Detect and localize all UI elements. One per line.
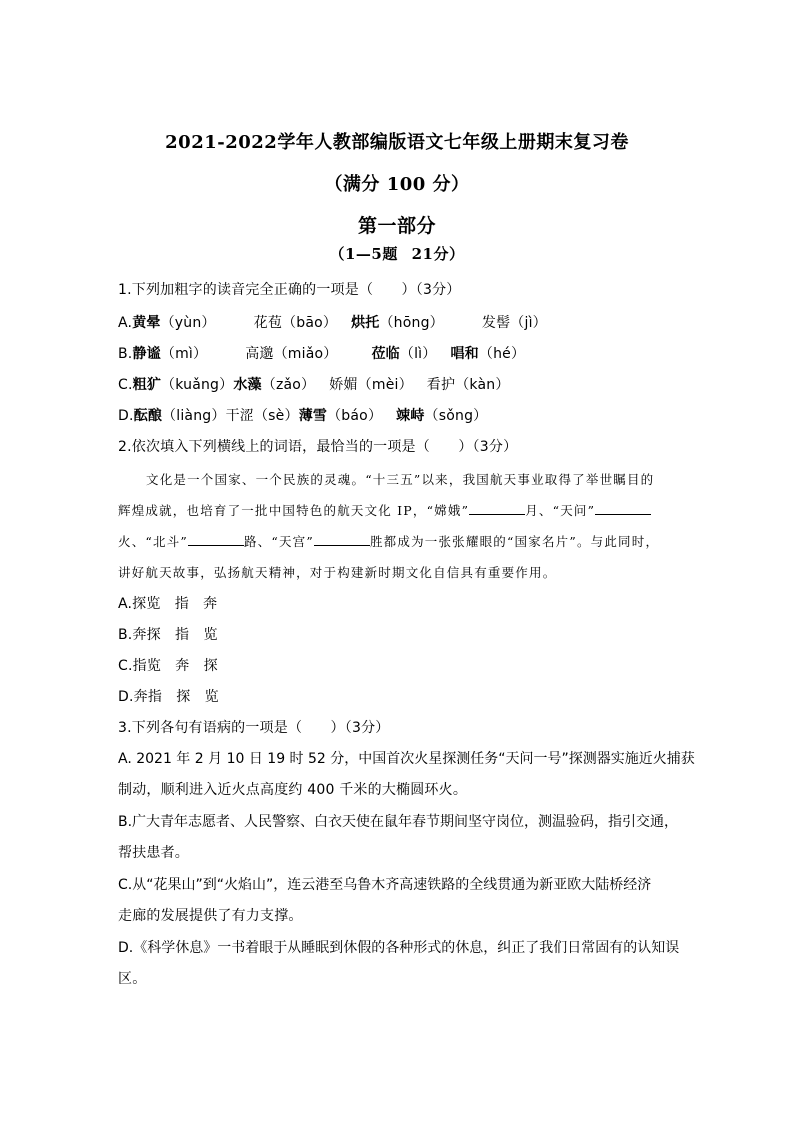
bold-word: 静谧 [132,346,161,362]
question-3-option-a-line-1: A. 2021 年 2 月 10 日 19 时 52 分，中国首次火星探测任务“天问一号”探测器实施近火捕获 [118,751,695,767]
word: 花苞 [253,315,283,331]
word: 干涩 [225,408,254,424]
question-2-stem: 2.依次填入下列横线上的词语，最恰当的一项是（ ）（3分） [118,439,518,455]
question-3-option-b-line-2: 帮扶患者。 [118,845,189,861]
question-3-option-c-line-2: 走廊的发展提供了有力支撑。 [118,908,303,924]
passage-line-4: 讲好航天故事，弘扬航天精神，对于构建新时期文化自信具有重要作用。 [118,565,557,580]
word: 看护 [426,377,456,393]
fill-blank [595,502,651,515]
bold-word: 莅临 [371,346,400,362]
question-3-option-c-line-1: C.从“花果山”到“火焰山”，连云港至乌鲁木齐高速铁路的全线贯通为新亚欧大陆桥经济 [118,877,652,893]
bold-word: 薄雪 [298,408,328,424]
fill-blank [314,533,370,546]
bold-word: 竦峙 [396,408,425,424]
exam-title: 2021-2022学年人教部编版语文七年级上册期末复习卷 [165,132,629,153]
question-1-option-a: A.黄晕（yùn） 花苞（bāo） 烘托（hōng） 发髻（jì） [118,315,547,331]
part-heading: 第一部分 [357,215,436,237]
question-3-option-d-line-1: D.《科学休息》一书着眼于从睡眠到休假的各种形式的休息，纠正了我们日常固有的认知误 [118,940,680,956]
question-2-option-c: C.指览 奔 探 [118,658,218,674]
full-score: （满分 100 分） [324,174,470,195]
question-3-stem: 3.下列各句有语病的一项是（ ）（3分） [118,720,390,736]
question-1-option-c: C.粗犷（kuǎng）水藻（zǎo） 娇媚（mèi） 看护（kàn） [118,377,510,393]
bold-word: 烘托 [351,315,380,331]
fill-blank [188,533,244,546]
question-2-option-a: A.探览 指 奔 [118,596,218,612]
bold-word: 酝酿 [133,408,163,424]
passage-line-3: 火、“北斗” 路、“天宫” 胜都成为一张张耀眼的“国家名片”。与此同时， [118,534,660,549]
bold-word: 水藻 [233,377,262,393]
question-3-option-a-line-2: 制动，顺利进入近火点高度约 400 千米的大椭圆环火。 [118,782,468,798]
question-3-option-b-line-1: B.广大青年志愿者、人民警察、白衣天使在鼠年春节期间坚守岗位，测温验码，指引交通， [118,814,679,830]
question-3-option-d-line-2: 区。 [118,971,147,987]
question-2-option-b: B.奔探 指 览 [118,627,218,643]
bold-word: 粗犷 [132,377,162,393]
word: 发髻 [481,315,511,331]
passage-line-1: 文化是一个国家、一个民族的灵魂。“十三五”以来，我国航天事业取得了举世瞩目的 [146,472,655,487]
bold-word: 唱和 [450,346,479,362]
question-1-stem: 1.下列加粗字的读音完全正确的一项是（ ）（3分） [118,282,461,298]
fill-blank [469,502,525,515]
bold-word: 黄晕 [132,315,161,331]
question-1-option-b: B.静谧（mì） 高邈（miǎo） 莅临（lì） 唱和（hé） [118,346,526,362]
question-1-option-d: D.酝酿（liàng）干涩（sè）薄雪（báo） 竦峙（sǒng） [118,408,488,424]
part-range: （1—5题 21分） [329,245,465,263]
question-2-option-d: D.奔指 探 览 [118,689,219,705]
passage-line-2: 辉煌成就，也培育了一批中国特色的航天文化 IP，“嫦娥” 月、“天问” [118,501,651,519]
word: 高邈 [245,346,274,362]
word: 娇媚 [329,377,358,393]
